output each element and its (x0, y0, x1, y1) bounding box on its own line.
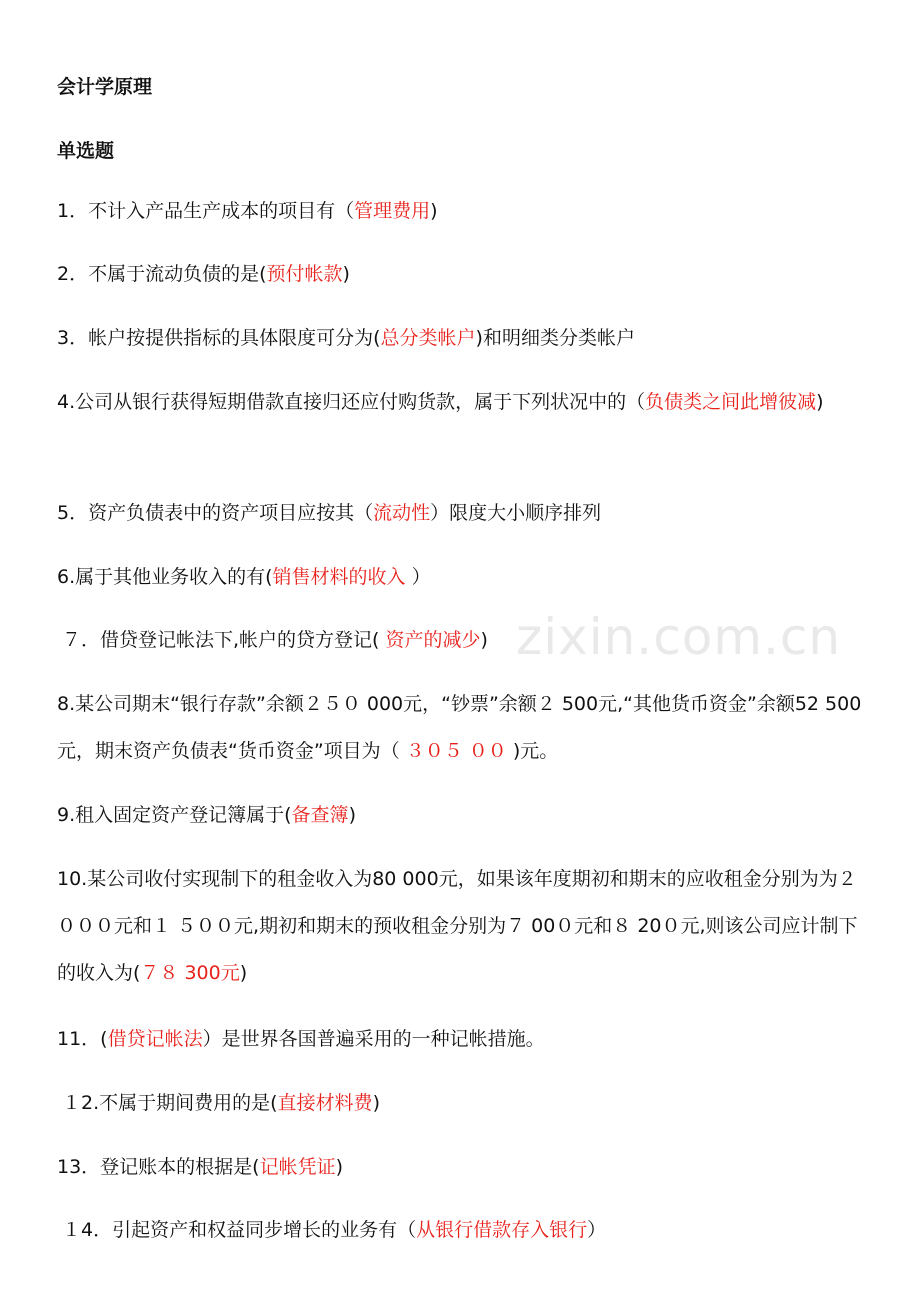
question-answer: 备查簿 (291, 804, 349, 826)
question-14 (62, 1207, 877, 1254)
watermark: zixin.com.cn (516, 608, 842, 666)
question-tail: ) (480, 629, 488, 651)
question-answer: 预付帐款 (266, 263, 343, 285)
question-tail: )元。 (506, 740, 559, 762)
question-stem: ７．借贷登记帐法下,帐户的贷方登记( (62, 629, 386, 651)
question-tail: ) (239, 962, 248, 984)
question-answer: 从银行借款存入银行 (416, 1219, 588, 1241)
question-2 (57, 251, 872, 298)
question-tail: )和明细类分类帐户 (475, 327, 635, 349)
question-answer: 负债类之间此增彼减 (645, 391, 817, 413)
question-stem: 6.属于其他业务收入的有( (57, 566, 273, 588)
question-13 (57, 1144, 872, 1191)
question-answer: 记帐凭证 (259, 1156, 336, 1178)
question-answer: 资产的减少 (385, 629, 481, 651)
question-tail: ) (372, 1092, 380, 1114)
question-6 (57, 554, 872, 601)
question-answer: 销售材料的收入 (272, 566, 412, 588)
question-tail: ) (816, 391, 824, 413)
question-answer: 借贷记帐法 (107, 1028, 203, 1050)
question-answer: 总分类帐户 (380, 327, 476, 349)
question-stem: 4.公司从银行获得短期借款直接归还应付购货款，属于下列状况中的（ (57, 391, 646, 413)
question-tail: ） (411, 566, 431, 588)
question-stem: 5．资产负债表中的资产项目应按其（ (57, 502, 374, 524)
question-9 (57, 792, 872, 839)
question-stem: １4．引起资产和权益同步增长的业务有（ (62, 1219, 417, 1241)
question-tail: ) (335, 1156, 344, 1178)
question-8 (57, 681, 872, 775)
question-stem: 3．帐户按提供指标的具体限度可分为( (57, 327, 381, 349)
question-tail: ) (342, 263, 350, 285)
question-10 (57, 856, 872, 997)
question-11 (57, 1016, 872, 1063)
question-stem: 1．不计入产品生产成本的项目有（ (57, 200, 355, 222)
question-stem: １2.不属于期间费用的是( (62, 1092, 278, 1114)
question-tail: ） (587, 1219, 607, 1241)
question-tail: ）是世界各国普遍采用的一种记帐措施。 (202, 1028, 545, 1050)
question-5 (57, 490, 872, 537)
question-stem: 11．( (57, 1028, 108, 1050)
question-stem: 2．不属于流动负债的是( (57, 263, 267, 285)
question-answer: 直接材料费 (277, 1092, 373, 1114)
question-1 (57, 188, 872, 235)
question-stem: 8.某公司期末“银行存款”余额２５０ 000元，“钞票”余额２ 500元,“其他货币资金”余额52 500元，期末资产负债表“货币资金”项目为（ (57, 693, 862, 762)
question-stem: 9.租入固定资产登记簿属于( (57, 804, 292, 826)
document-title: 会计学原理 (57, 76, 153, 98)
question-3 (57, 315, 872, 362)
question-7 (62, 617, 877, 664)
question-answer: 流动性 (373, 502, 431, 524)
question-tail: ）限度大小顺序排列 (430, 502, 602, 524)
question-tail: ) (430, 200, 438, 222)
question-tail: ) (348, 804, 356, 826)
question-4 (57, 379, 872, 426)
question-answer: ７８ 300元 (140, 962, 240, 984)
section-title: 单选题 (57, 140, 115, 162)
question-stem: 13．登记账本的根据是( (57, 1156, 260, 1178)
question-12 (62, 1080, 877, 1127)
question-answer: ３０５ ００ (405, 740, 507, 762)
question-stem: 10.某公司收付实现制下的租金收入为80 000元，如果该年度期初和期末的应收租金分别为为２０００元和１ ５００元,期初和期末的预收租金分别为７ 00０元和８ 20０元,则该公司应计制下的收入为( (57, 868, 858, 984)
question-answer: 管理费用 (354, 200, 431, 222)
